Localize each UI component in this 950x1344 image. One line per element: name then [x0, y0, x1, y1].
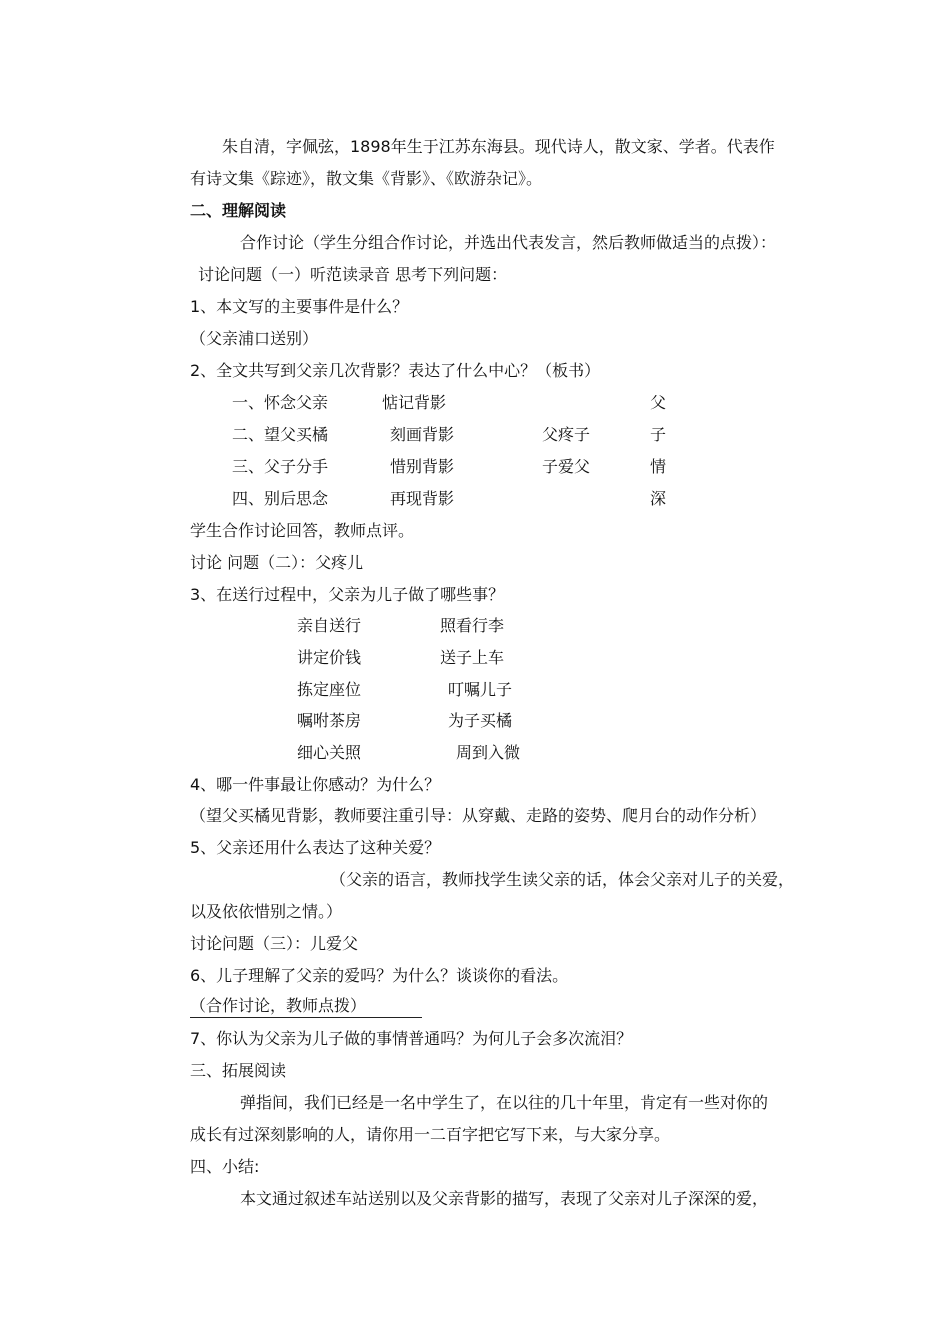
board-row-4-col-2: 再现背影 — [390, 489, 455, 508]
question-2: 2、全文共写到父亲几次背影？表达了什么中心？（板书） — [190, 361, 601, 380]
deed-1-b: 照看行李 — [440, 616, 505, 635]
section-3-line-2: 成长有过深刻影响的人，请你用一二百字把它写下来，与大家分享。 — [190, 1125, 671, 1144]
topic-2-heading: 讨论 问题（二）：父疼儿 — [190, 553, 364, 572]
deed-2-b: 送子上车 — [440, 648, 505, 667]
question-6: 6、儿子理解了父亲的爱吗？为什么？谈谈你的看法。 — [190, 966, 569, 985]
answer-4: （望父买橘见背影，教师要注重引导：从穿戴、走路的姿势、爬月台的动作分析） — [190, 806, 767, 825]
deed-1-a: 亲自送行 — [297, 616, 362, 635]
board-row-2-col-1: 二、望父买橘 — [232, 425, 329, 444]
bio-line-2: 有诗文集《踪迹》，散文集《背影》、《欧游杂记》。 — [190, 169, 543, 188]
board-row-3-col-3: 子爱父 — [542, 457, 591, 476]
question-1: 1、本文写的主要事件是什么？ — [190, 297, 409, 316]
answer-5-line-2: 以及依依惜别之情。） — [190, 902, 343, 921]
board-row-3-col-1: 三、父子分手 — [232, 457, 329, 476]
deed-2-a: 讲定价钱 — [297, 648, 362, 667]
board-row-3-col-4: 情 — [650, 457, 667, 476]
deed-5-a: 细心关照 — [297, 743, 362, 762]
board-row-1-col-2: 惦记背影 — [382, 393, 447, 412]
section-4-heading: 四、小结: — [190, 1157, 260, 1176]
question-3: 3、在送行过程中，父亲为儿子做了哪些事？ — [190, 585, 505, 604]
board-row-1-col-1: 一、怀念父亲 — [232, 393, 329, 412]
deed-4-b: 为子买橘 — [448, 711, 513, 730]
deed-3-a: 拣定座位 — [297, 680, 362, 699]
board-row-4-col-4: 深 — [650, 489, 667, 508]
question-5: 5、父亲还用什么表达了这种关爱？ — [190, 838, 441, 857]
deed-4-a: 嘱咐茶房 — [297, 711, 362, 730]
section-2-heading: 二、理解阅读 — [190, 201, 287, 220]
teacher-comment: 学生合作讨论回答，教师点评。 — [190, 521, 415, 540]
answer-1: （父亲浦口送别） — [190, 329, 319, 348]
deed-3-b: 叮嘱儿子 — [448, 680, 513, 699]
answer-5-line-1: （父亲的语言，教师找学生读父亲的话，体会父亲对儿子的关爱， — [330, 870, 795, 889]
discussion-intro: 合作讨论（学生分组合作讨论，并选出代表发言，然后教师做适当的点拨）： — [240, 233, 777, 252]
bio-line-1: 朱自清，字佩弦，1898年生于江苏东海县。现代诗人，散文家、学者。代表作 — [222, 137, 775, 156]
deed-5-b: 周到入微 — [456, 743, 521, 762]
board-row-2-col-4: 子 — [650, 425, 667, 444]
board-row-2-col-2: 刻画背影 — [390, 425, 455, 444]
section-3-line-1: 弹指间，我们已经是一名中学生了，在以往的几十年里，肯定有一些对你的 — [240, 1093, 769, 1112]
question-4: 4、哪一件事最让你感动？为什么？ — [190, 775, 441, 794]
topic-1-heading: 讨论问题（一）听范读录音 思考下列问题： — [198, 265, 508, 284]
board-row-2-col-3: 父疼子 — [542, 425, 591, 444]
section-3-heading: 三、拓展阅读 — [190, 1061, 287, 1080]
summary-line-1: 本文通过叙述车站送别以及父亲背影的描写，表现了父亲对儿子深深的爱， — [240, 1189, 769, 1208]
board-row-3-col-2: 惜别背影 — [390, 457, 455, 476]
topic-3-heading: 讨论问题（三）：儿爱父 — [190, 934, 359, 953]
board-row-1-col-4: 父 — [650, 393, 667, 412]
question-7: 7、你认为父亲为儿子做的事情普通吗？为何儿子会多次流泪？ — [190, 1029, 633, 1048]
answer-6: （合作讨论，教师点拨） — [190, 996, 422, 1018]
board-row-4-col-1: 四、别后思念 — [232, 489, 329, 508]
